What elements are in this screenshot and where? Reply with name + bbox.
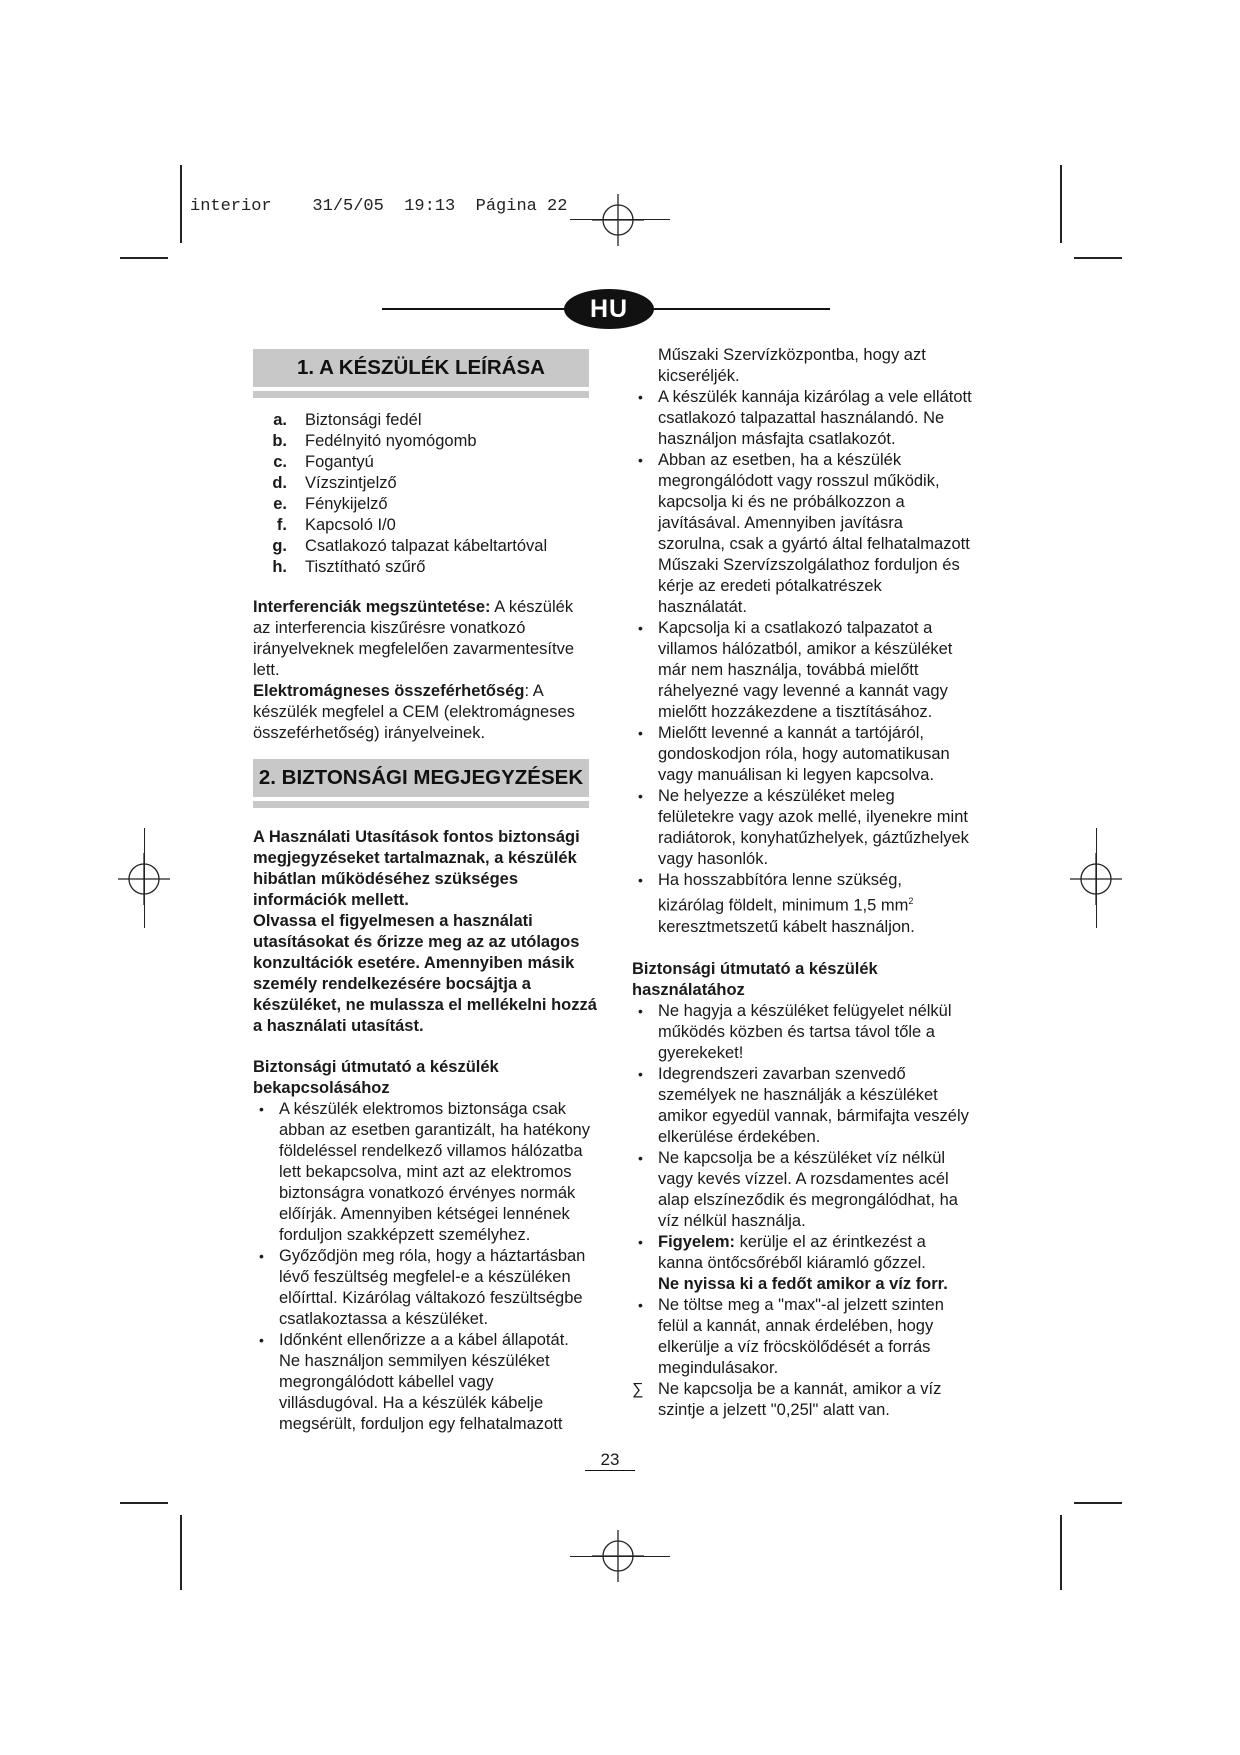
list-item: • Abban az esetben, ha a készülék megrongálódott vagy rosszul működik, kapcsolja ki és ne próbálkozzon a javításával. Amennyiben javításra szorulna, csak a gyártó által felhatalmazott Műszaki Szervízszolgálathoz forduljon és kérje az eredeti pótalkatrészek használatát. (632, 450, 972, 618)
crop-mark (570, 1556, 670, 1557)
switch-on-title: Biztonsági útmutató a készülék bekapcsolásához (253, 1058, 499, 1097)
section-heading-safety: 2. BIZTONSÁGI MEGJEGYZÉSEK (253, 759, 589, 797)
use-list (632, 1001, 972, 1421)
list-item: h. Tisztítható szűrő (272, 558, 426, 576)
badge-rule-left (382, 308, 567, 310)
crop-mark (180, 1515, 182, 1590)
list-item: ∑ Ne kapcsolja be a kannát, amikor a víz szintje a jelzett "0,25l" alatt van. (632, 1379, 972, 1421)
list-item: b. Fedélnyitó nyomógomb (272, 432, 477, 450)
safety-intro: A Használati Utasítások fontos biztonsági megjegyzéseket tartalmaznak, a készülék hibátlan működéséhez szükséges információk mellett. (253, 828, 580, 909)
list-item: c. Fogantyú (273, 453, 374, 471)
crop-mark (1096, 828, 1097, 928)
badge-rule-right (650, 308, 830, 310)
page-number: 23 (585, 1450, 635, 1471)
interference-block (253, 597, 593, 744)
switch-on-block (253, 1057, 593, 1435)
list-item: • Időnként ellenőrizze a a kábel állapotát. Ne használjon semmilyen készüléket megrongálódott kábellel vagy villásdugóval. Ha a készülék kábelje megsérült, forduljon egy felhatalmazott (253, 1330, 593, 1435)
list-item: • Ne töltse meg a "max"-al jelzett szinten felül a kannát, annak érdelében, hogy elkerülje a víz fröcskölődését a forrás megindulásakor. (632, 1295, 972, 1379)
list-item: a. Biztonsági fedél (273, 411, 422, 429)
section-heading-underbar (253, 801, 589, 808)
list-item: f. Kapcsoló I/0 (276, 516, 396, 534)
list-item: • A készülék elektromos biztonsága csak abban az esetben garantizált, ha hatékony földeléssel rendelkező villamos hálózatba lett bekapcsolva, mint azt az elektromos biztonságra vonatkozó érvényes normák előírják. Amennyiben kétségei lennének forduljon szakképzett személyhez. (253, 1099, 593, 1246)
list-item: e. Fénykijelző (273, 495, 388, 513)
continuation-text: Műszaki Szervízközpontba, hogy azt kicseréljék. (658, 346, 926, 385)
list-item: • Mielőtt levenné a kannát a tartójáról, gondoskodjon róla, hogy automatikusan vagy manuálisan ki legyen kapcsolva. (632, 723, 972, 786)
crop-mark (120, 257, 168, 259)
list-item: • Győződjön meg róla, hogy a háztartásban lévő feszültség megfelel-e a készüléken előírttal. Kizárólag váltakozó feszültségbe csatlakoztassa a készüléket. (253, 1246, 593, 1330)
use-title: Biztonsági útmutató a készülék használatához (632, 959, 878, 999)
list-item: • Idegrendszeri zavarban szenvedő személyek ne használják a készüléket amikor egyedül vannak, bármifajta veszély elkerülése érdekében. (632, 1064, 972, 1148)
crop-mark (1060, 1515, 1062, 1590)
list-item: • Ha hosszabbítóra lenne szükség, kizárólag földelt, minimum 1,5 $mm^2$ keresztmetszetű kábelt használjon. (632, 870, 972, 938)
crop-mark (180, 165, 182, 243)
safety-intro-2: Olvassa el figyelmesen a használati utasításokat és őrizze meg az az utólagos konzultációk esetére. Amennyiben másik személy rendelkezésére bocsájtja a készüléket, ne mulassza el mellékelni hozzá a használati utasítást. (253, 912, 597, 1035)
emc-paragraph: Elektromágneses összeférhetőség: A készülék megfelel a CEM (elektromágneses összeférhetőség) irányelveinek. (253, 682, 575, 742)
right-column (632, 345, 972, 1421)
section-heading-underbar (253, 391, 589, 398)
switch-on-list (253, 1099, 593, 1435)
list-item: • Ne hagyja a készüléket felügyelet nélkül működés közben és tartsa távol tőle a gyerekeket! (632, 1001, 972, 1064)
crop-mark (1074, 257, 1122, 259)
crop-mark (144, 828, 145, 928)
list-item: g. Csatlakozó talpazat kábeltartóval (272, 537, 548, 555)
safety-intro-block (253, 827, 598, 1037)
list-item: • Ne kapcsolja be a készüléket víz nélkül vagy kevés vízzel. A rozsdamentes acél alap elszíneződik és megrongálódhat, ha víz nélkül használja. (632, 1148, 972, 1232)
language-badge: HU (564, 289, 654, 329)
list-item: • Ne helyezze a készüléket meleg felületekre vagy azok mellé, ilyenekre mint radiátorok, konyhatűzhelyek, gáztűzhelyek vagy hasonlók. (632, 786, 972, 870)
list-item: • A készülék kannája kizárólag a vele ellátott csatlakozó talpazattal használandó. Ne használjon másfajta csatlakozót. (632, 387, 972, 450)
parts-list-block (253, 410, 593, 578)
crop-mark (570, 219, 670, 220)
crop-mark (1074, 1502, 1122, 1504)
parts-list (253, 410, 593, 578)
list-item-attention: • Figyelem: kerülje el az érintkezést a kanna öntőcsőréből kiáramló gőzzel. Ne nyissa ki a fedőt amikor a víz forr. (632, 1232, 972, 1295)
interference-paragraph: Interferenciák megszüntetése: A készülék az interferencia kiszűrésre vonatkozó irányelveknek megfelelően zavarmentesítve lett. (253, 598, 575, 679)
list-item: d. Vízszintjelző (272, 474, 397, 492)
safety-list-continued (632, 387, 972, 938)
section-heading-description: 1. A KÉSZÜLÉK LEÍRÁSA (253, 349, 589, 387)
crop-mark (1060, 165, 1062, 243)
crop-mark (120, 1502, 168, 1504)
list-item: • Kapcsolja ki a csatlakozó talpazatot a villamos hálózatból, amikor a készüléket már nem használja, továbbá mielőtt ráhelyezné vagy levenné a kannát vagy mielőtt hozzákezdene a tisztításához. (632, 618, 972, 723)
print-slug: interior 31/5/05 19:13 Página 22 (190, 197, 568, 216)
